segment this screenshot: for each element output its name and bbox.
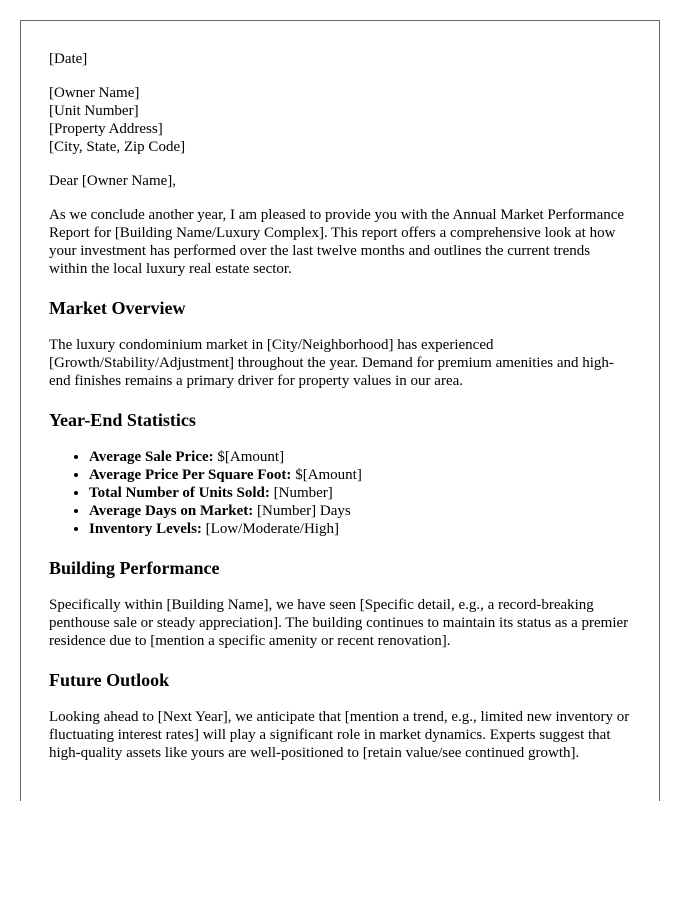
letter-date: [Date] bbox=[49, 51, 88, 67]
address-unit-number: [Unit Number] bbox=[49, 103, 139, 119]
intro-paragraph: As we conclude another year, I am pleased to provide you with the Annual Market Performance Report for [Building Name/Luxury Complex]. This report offers a comprehensive look at how your investment has performed over the last twelve months and outlines the current trends within the local luxury real estate sector. bbox=[49, 207, 625, 277]
statistics-item-value: [Number] Days bbox=[253, 503, 351, 519]
building-performance-body: Specifically within [Building Name], we have seen [Specific detail, e.g., a record-breaking penthouse sale or steady appreciation]. The building continues to maintain its status as a premier residence due to [mention a specific amenity or recent renovation]. bbox=[49, 597, 629, 649]
statistics-item-value: [Number] bbox=[269, 485, 333, 501]
statistics-item-label: Average Sale Price: bbox=[89, 449, 214, 465]
statistics-heading: Year-End Statistics bbox=[49, 410, 196, 430]
building-performance-heading: Building Performance bbox=[49, 558, 220, 578]
statistics-item-value: $[Amount] bbox=[213, 449, 285, 465]
statistics-item-price-per-sqft bbox=[89, 466, 631, 484]
address-owner-name: [Owner Name] bbox=[49, 85, 140, 101]
address-city-state-zip: [City, State, Zip Code] bbox=[49, 139, 186, 155]
market-overview-heading: Market Overview bbox=[49, 298, 186, 318]
letter-greeting: Dear [Owner Name], bbox=[49, 173, 177, 189]
statistics-item-value: [Low/Moderate/High] bbox=[201, 521, 339, 537]
statistics-item-label: Average Days on Market: bbox=[89, 503, 254, 519]
future-outlook-heading: Future Outlook bbox=[49, 670, 170, 690]
statistics-item-label: Total Number of Units Sold: bbox=[89, 485, 270, 501]
statistics-item-label: Average Price Per Square Foot: bbox=[89, 467, 292, 483]
statistics-item-value: $[Amount] bbox=[291, 467, 362, 483]
future-outlook-body: Looking ahead to [Next Year], we anticipate that [mention a trend, e.g., limited new inventory or fluctuating interest rates] will play a significant role in market dynamics. Experts suggest that high-quality assets like yours are well-positioned to [retain value/see continued growth]. bbox=[49, 709, 630, 761]
statistics-item-days-on-market bbox=[89, 502, 631, 520]
letter-page bbox=[20, 20, 660, 801]
market-overview-body: The luxury condominium market in [City/Neighborhood] has experienced [Growth/Stability/Adjustment] throughout the year. Demand for premium amenities and high-end finishes remains a primary driver for property values in our area. bbox=[49, 337, 614, 389]
address-property: [Property Address] bbox=[49, 121, 163, 137]
statistics-item-units-sold bbox=[89, 484, 631, 502]
statistics-list bbox=[49, 448, 631, 538]
statistics-item-average-sale-price bbox=[89, 448, 631, 466]
statistics-item-label: Inventory Levels: bbox=[89, 521, 202, 537]
statistics-item-inventory-levels bbox=[89, 520, 631, 538]
recipient-address bbox=[49, 84, 631, 156]
